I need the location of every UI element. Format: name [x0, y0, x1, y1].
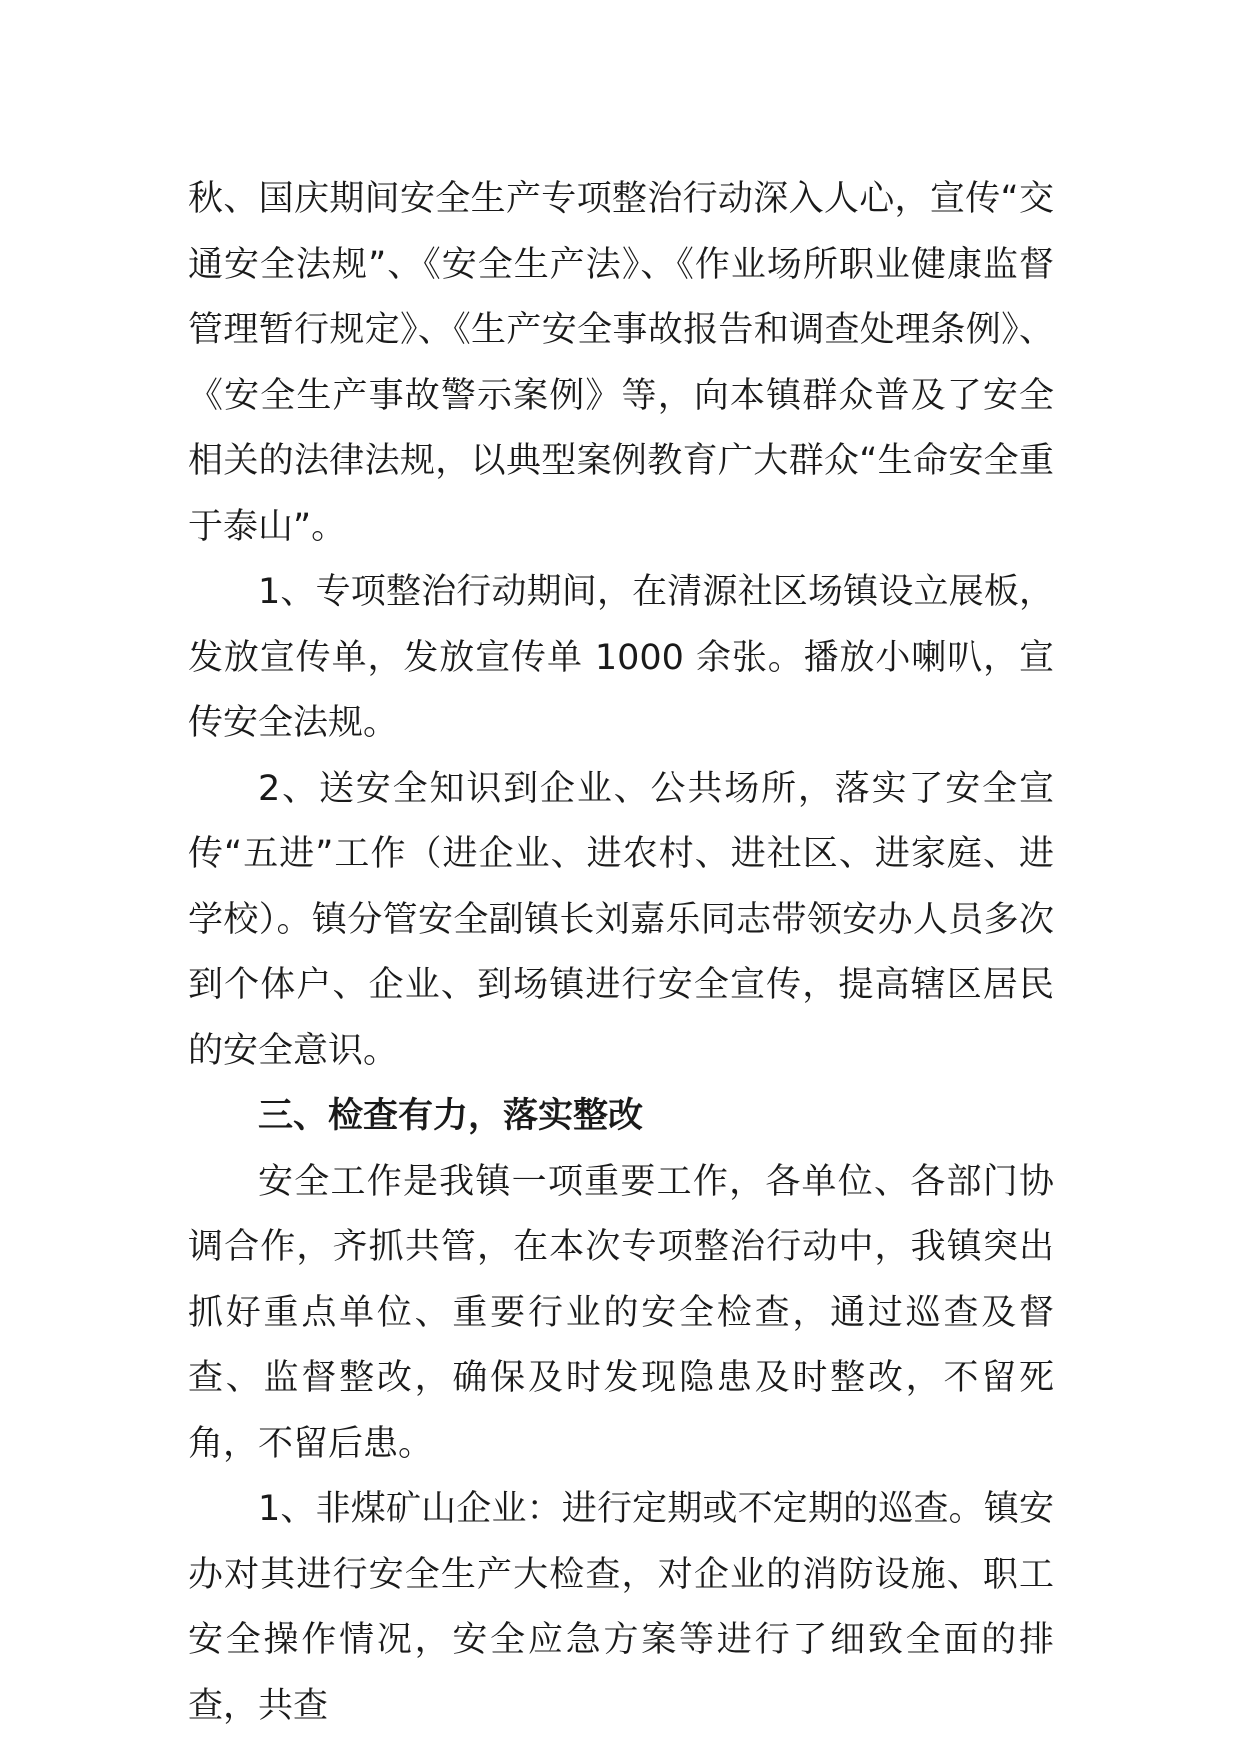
section-heading-inspection: 三、检查有力，落实整改 — [258, 1096, 644, 1136]
paragraph-item-1-non-coal-mines: 1、非煤矿山企业：进行定期或不定期的巡查。镇安办对其进行安全生产大检查，对企业的消防设施、职工安全操作情况，安全应急方案等进行了细致全面的排查，共查 — [188, 1489, 1054, 1726]
document-body — [188, 167, 1054, 1739]
paragraph-item-2-five-entries: 2、送安全知识到企业、公共场所，落实了安全宣传“五进”工作（进企业、进农村、进社区、进家庭、进学校）。镇分管安全副镇长刘嘉乐同志带领安办人员多次到个体户、企业、到场镇进行安全宣传，提高辖区居民的安全意识。 — [188, 768, 1054, 1071]
paragraph-item-1-display-boards: 1、专项整治行动期间，在清源社区场镇设立展板，发放宣传单，发放宣传单 1000 余张。播放小喇叭，宣传安全法规。 — [188, 572, 1054, 743]
paragraph-propaganda-intro: 秋、国庆期间安全生产专项整治行动深入人心，宣传“交通安全法规”、《安全生产法》、《作业场所职业健康监督管理暂行规定》、《生产安全事故报告和调查处理条例》、《安全生产事故警示案例》等，向本镇群众普及了安全相关的法律法规，以典型案例教育广大群众“生命安全重于泰山”。 — [188, 179, 1054, 547]
paragraph-inspection-intro: 安全工作是我镇一项重要工作，各单位、各部门协调合作，齐抓共管，在本次专项整治行动中，我镇突出抓好重点单位、重要行业的安全检查，通过巡查及督查、监督整改，确保及时发现隐患及时整改，不留死角，不留后患。 — [188, 1161, 1054, 1464]
